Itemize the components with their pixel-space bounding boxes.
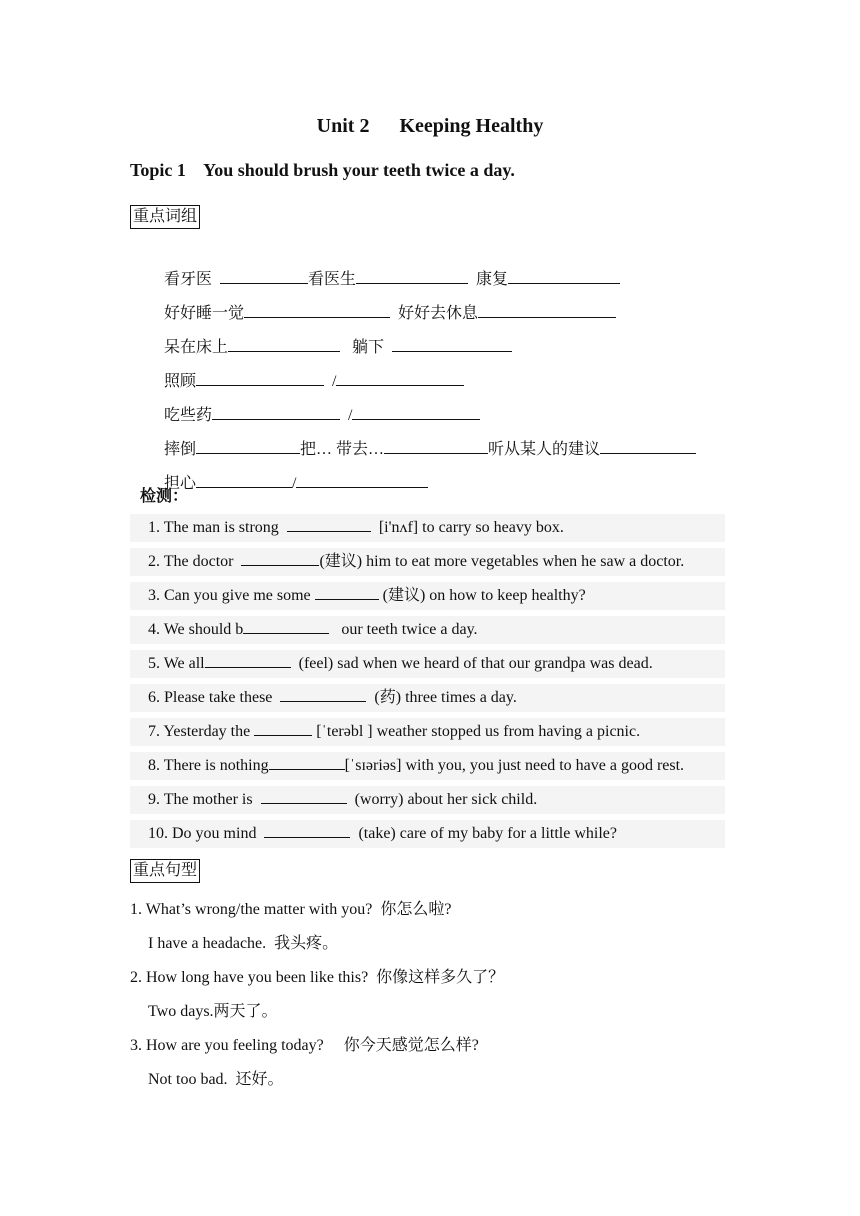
answer-blank[interactable] <box>600 437 696 454</box>
exercise-text: (worry) about her sick child. <box>346 791 538 808</box>
phrase-row-7 <box>148 449 428 517</box>
answer-blank[interactable] <box>243 617 329 634</box>
answer-blank[interactable] <box>315 583 379 600</box>
exercise-text: 1. The man is strong <box>148 519 287 536</box>
answer-blank[interactable] <box>269 753 345 770</box>
phrase-follow-advice: 听从某人的建议 <box>488 441 601 458</box>
phrase-fall-down: 摔倒 <box>164 441 197 458</box>
sentence-question: 2. How long have you been like this? 你像这样多久了？ <box>130 969 505 986</box>
sentence-answer: Not too bad. 还好。 <box>148 1071 284 1088</box>
exercise-text: 6. Please take these <box>148 689 281 706</box>
slash: / <box>332 373 337 390</box>
exercise-text: (take) care of my baby for a little while? <box>350 825 617 842</box>
exercise-text: (建议) him to eat more vegetables when he saw a doctor. <box>319 553 685 570</box>
sentence-answer: I have a headache. 我头疼。 <box>148 935 339 952</box>
phrases-heading: 重点词组 <box>130 205 200 229</box>
answer-blank[interactable] <box>280 685 366 702</box>
phrase-take-to: 把… 带去… <box>300 441 385 458</box>
slash: / <box>292 475 297 492</box>
answer-blank[interactable] <box>264 821 350 838</box>
exercise-text: (建议) on how to keep healthy? <box>378 587 586 604</box>
phrase-worry: 担心 <box>164 475 197 492</box>
phrase-take-medicine: 吃些药 <box>164 407 213 424</box>
exercise-item <box>130 514 725 542</box>
exercise-text: our teeth twice a day. <box>329 621 478 638</box>
exercise-text: [i'nʌf] to carry so heavy box. <box>370 519 564 536</box>
answer-blank[interactable] <box>254 719 312 736</box>
answer-blank[interactable] <box>296 471 428 488</box>
sentence-answer: Two days.两天了。 <box>148 1003 278 1020</box>
answer-blank[interactable] <box>205 651 291 668</box>
exercise-item <box>130 718 725 746</box>
slash: / <box>348 407 353 424</box>
unit-title: Unit 2 Keeping Healthy <box>316 115 544 137</box>
exercise-item <box>130 650 725 678</box>
phrase-get-well: 康复 <box>476 271 509 288</box>
exercise-item <box>130 786 725 814</box>
exercise-text: 7. Yesterday the <box>148 723 255 740</box>
exercise-item <box>130 752 725 780</box>
exercise-item <box>130 684 725 712</box>
exercise-item <box>130 820 725 848</box>
phrase-see-doctor: 看医生 <box>308 271 357 288</box>
exercise-text: 10. Do you mind <box>148 825 265 842</box>
phrase-stay-bed: 呆在床上 <box>164 339 229 356</box>
check-label: 检测： <box>140 488 189 505</box>
phrase-see-dentist: 看牙医 <box>164 271 213 288</box>
phrase-look-after: 照顾 <box>164 373 197 390</box>
exercise-text: 3. Can you give me some <box>148 587 315 604</box>
exercise-text: [ˈsɪəriəs] with you, you just need to have a good rest. <box>344 757 685 774</box>
exercise-text: 8. There is nothing <box>148 757 269 774</box>
exercise-item <box>130 548 725 576</box>
phrase-good-sleep: 好好睡一觉 <box>164 305 245 322</box>
exercise-text: 5. We all <box>148 655 205 672</box>
sentences-heading: 重点句型 <box>130 859 200 883</box>
answer-blank[interactable] <box>261 787 347 804</box>
answer-blank[interactable] <box>241 549 319 566</box>
exercise-text: (药) three times a day. <box>366 689 517 706</box>
phrase-good-rest: 好好去休息 <box>398 305 479 322</box>
topic-title: Topic 1 You should brush your teeth twice a day. <box>130 160 515 180</box>
exercise-text: 9. The mother is <box>148 791 261 808</box>
exercise-text: [ˈterəbl ] weather stopped us from having a picnic. <box>312 723 641 740</box>
sentence-question: 1. What’s wrong/the matter with you? 你怎么啦? <box>130 901 452 918</box>
phrase-lie-down: 躺下 <box>352 339 385 356</box>
answer-blank[interactable] <box>287 515 371 532</box>
answer-blank[interactable] <box>196 471 292 488</box>
exercise-text: (feel) sad when we heard of that our grandpa was dead. <box>290 655 653 672</box>
sentence-question: 3. How are you feeling today? 你今天感觉怎么样? <box>130 1037 479 1054</box>
exercise-text: 2. The doctor <box>148 553 242 570</box>
exercise-item <box>130 616 725 644</box>
exercise-text: 4. We should b <box>148 621 244 638</box>
exercise-item <box>130 582 725 610</box>
